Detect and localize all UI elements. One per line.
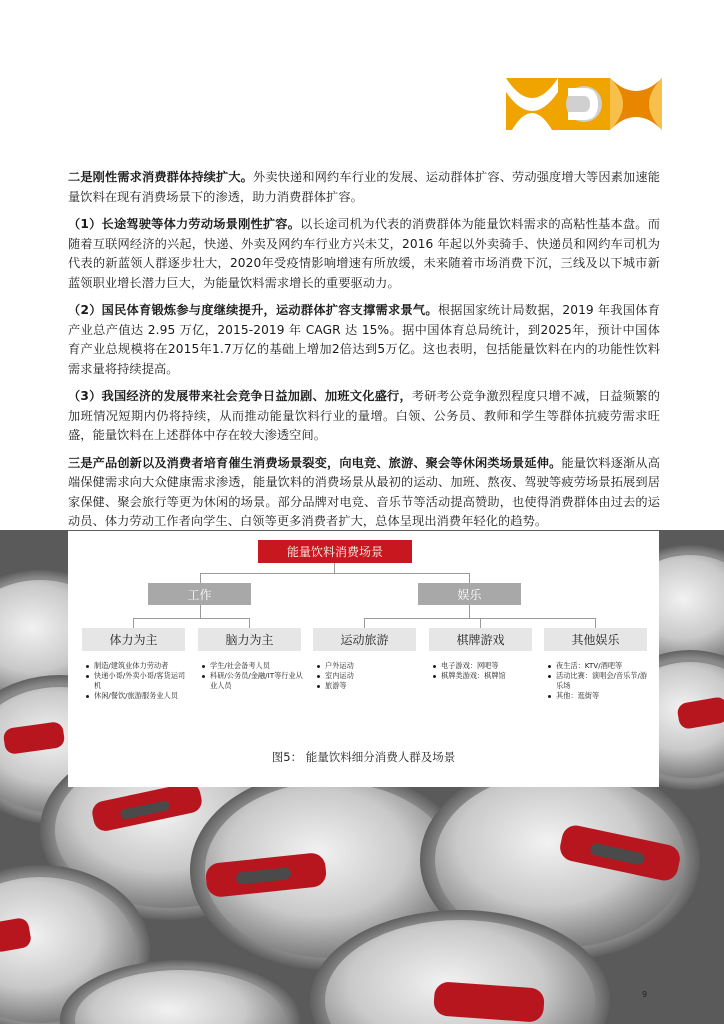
group-board-games: 棋牌游戏: [429, 628, 532, 651]
group-other-entertainment: 其他娱乐: [544, 628, 647, 651]
list-item: 夜生活：KTV/酒吧等: [546, 661, 650, 671]
connector-mental: [249, 618, 250, 628]
paragraph-2: [68, 215, 660, 293]
group-physical-list: [84, 661, 188, 701]
paragraph-3-lead: （2）国民体育锻炼参与度继续提升，运动群体扩容支撑需求景气。: [68, 303, 438, 317]
connector-top-horizontal: [200, 573, 470, 574]
paragraph-2-lead: （1）长途驾驶等体力劳动场景刚性扩容。: [68, 217, 301, 231]
list-item: 室内运动: [315, 671, 419, 681]
paragraph-1: [68, 168, 660, 207]
connector-physical: [133, 618, 134, 628]
connector-work-up: [200, 573, 201, 583]
group-other-list: [546, 661, 650, 701]
category-work: 工作: [148, 583, 251, 605]
brand-logo: [506, 78, 662, 130]
list-item: 快递小哥/外卖小哥/客货运司机: [84, 671, 188, 691]
connector-sports: [364, 618, 365, 628]
connector-title-down: [334, 563, 335, 573]
paragraph-3-text: 根据国家统计局数据，2019 年我国体育产业总产值达 2.95 万亿，2015-2019 年 CAGR 达 15%。据中国体育总局统计，到2025年，预计中国体育产业总规模将在2015年1.7万亿的基础上增加2倍达到5万亿。这也表明，包括能量饮料在内的功能性饮料需求量将持续提高。: [68, 303, 661, 376]
paragraph-4: [68, 387, 660, 446]
paragraph-1-text: 外卖快递和网约车行业的发展、运动群体扩容、劳动强度增大等因素加速能量饮料在现有消费场景下的渗透，助力消费群体扩容。: [68, 170, 660, 204]
group-physical: 体力为主: [82, 628, 185, 651]
list-item: 制造/建筑业体力劳动者: [84, 661, 188, 671]
paragraph-4-text: 考研考公竞争激烈程度只增不减，日益频繁的加班情况短期内仍将持续，从而推动能量饮料行业的量增。白领、公务员、教师和学生等群体抗疲劳需求旺盛，能量饮料在上述群体中存在较大渗透空间。: [68, 389, 661, 442]
list-item: 活动比赛：演唱会/音乐节/游乐场: [546, 671, 650, 691]
list-item: 棋牌类游戏：棋牌馆: [431, 671, 535, 681]
connector-work-down: [200, 605, 201, 618]
connector-other: [595, 618, 596, 628]
paragraph-2-text: 以长途司机为代表的消费群体为能量饮料需求的高粘性基本盘。而随着互联网经济的兴起，快递、外卖及网约车行业方兴未艾，2016 年起以外卖骑手、快递员和网约车司机为代表的新蓝领人群逐步壮大，2020年受疫情影响增速有所放缓，未来随着市场消费下沉，三线及以下城市新蓝领职业增长潜力巨大，为能量饮料需求增长的重要驱动力。: [68, 217, 660, 290]
connector-leisure-up: [469, 573, 470, 583]
list-item: 电子游戏：网吧等: [431, 661, 535, 671]
paragraph-4-lead: （3）我国经济的发展带来社会竞争日益加剧、加班文化盛行，: [68, 389, 412, 403]
category-leisure: 娱乐: [418, 583, 521, 605]
paragraph-5-lead: 三是产品创新以及消费者培育催生消费场景裂变，向电竞、旅游、聚会等休闲类场景延伸。: [68, 455, 562, 470]
paragraph-5: [68, 454, 660, 532]
paragraph-3: [68, 301, 660, 379]
diagram-title: 能量饮料消费场景: [258, 540, 412, 563]
list-item: 科研/公务员/金融/IT等行业从业人员: [200, 671, 304, 691]
paragraph-5-text: 能量饮料逐渐从高端保健需求向大众健康需求渗透，能量饮料的消费场景从最初的运动、加班、熬夜、驾驶等疲劳场景拓展到居家保健、聚会旅行等更为休闲的场景。部分品牌对电竞、音乐节等活动提高赞助，也使得消费群体由过去的运动员、体力劳动工作者向学生、白领等更多消费者扩大，总体呈现出消费年轻化的趋势。: [68, 455, 661, 528]
list-item: 旅游等: [315, 681, 419, 691]
brand-logo-graphic: [506, 78, 662, 130]
group-games-list: [431, 661, 535, 681]
connector-work-horizontal: [133, 618, 250, 619]
group-mental: 脑力为主: [198, 628, 301, 651]
list-item: 学生/社会备考人员: [200, 661, 304, 671]
figure-caption: 图5： 能量饮料细分消费人群及场景: [271, 750, 456, 764]
group-sports-travel: 运动旅游: [313, 628, 416, 651]
list-item: 其他：逛街等: [546, 691, 650, 701]
paragraph-1-lead: 二是刚性需求消费群体持续扩大。: [68, 170, 254, 184]
page-number: 9: [642, 990, 648, 999]
group-mental-list: [200, 661, 304, 691]
list-item: 户外运动: [315, 661, 419, 671]
group-sports-list: [315, 661, 419, 691]
connector-leisure-down: [469, 605, 470, 618]
body-text: [68, 168, 660, 540]
list-item: 休闲/餐饮/旅游服务业人员: [84, 691, 188, 701]
connector-games: [480, 618, 481, 628]
consumption-scenario-diagram: [68, 531, 659, 787]
